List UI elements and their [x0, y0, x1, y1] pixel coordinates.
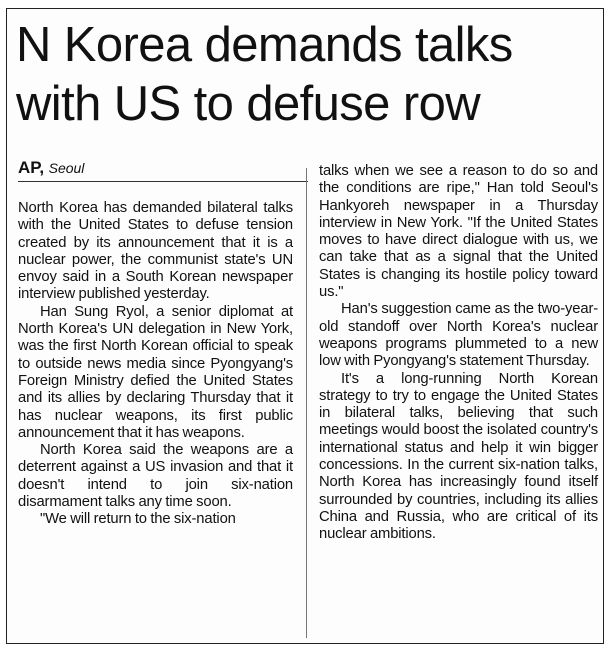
byline-agency: AP,: [18, 158, 45, 177]
byline: [18, 158, 308, 182]
article-column-left: [18, 158, 293, 529]
byline-place: Seoul: [48, 160, 85, 176]
paragraph: Han's suggestion came as the two-year-old standoff over North Korea's nuclear weapons programs plummeted to a new low with Pyongyang's statement Thursday.: [319, 301, 598, 370]
paragraph: It's a long-running North Korean strategy to try to engage the United States in bilateral talks, believing that such meetings would boost the isolated country's international status and help it win bigger concessions. In the current six-nation talks, North Korea has increasingly found itself surrounded by countries, including its allies China and Russia, who are critical of its nuclear ambitions.: [319, 370, 598, 543]
paragraph: "We will return to the six-nation: [40, 511, 236, 528]
paragraph: Han Sung Ryol, a senior diplomat at North Korea's UN delegation in New York, was the first North Korean official to speak to outside news media since Pyongyang's Foreign Ministry defied the United States and its allies by declaring Thursday that it has nuclear weapons, its first public announcement that it has weapons.: [18, 303, 293, 441]
article-column-right: [319, 163, 598, 544]
paragraph: North Korea has demanded bilateral talks with the United States to defuse tension created by its announcement that it is a nuclear power, the communist state's UN envoy said in a South Korean newspaper interview published yesterday.: [18, 200, 293, 303]
headline: N Korea demands talks with US to defuse row: [16, 18, 513, 131]
paragraph: talks when we see a reason to do so and the conditions are ripe," Han told Seoul's Hankyoreh newspaper in a Thursday interview in New York. "If the United States moves to have direct dialogue with us, we can take that as a signal that the United States is changing its hostile policy toward us.": [319, 163, 598, 301]
paragraph: North Korea said the weapons are a deterrent against a US invasion and that it doesn't intend to join six-nation disarmament talks any time soon.: [18, 442, 293, 511]
column-divider: [306, 168, 307, 638]
